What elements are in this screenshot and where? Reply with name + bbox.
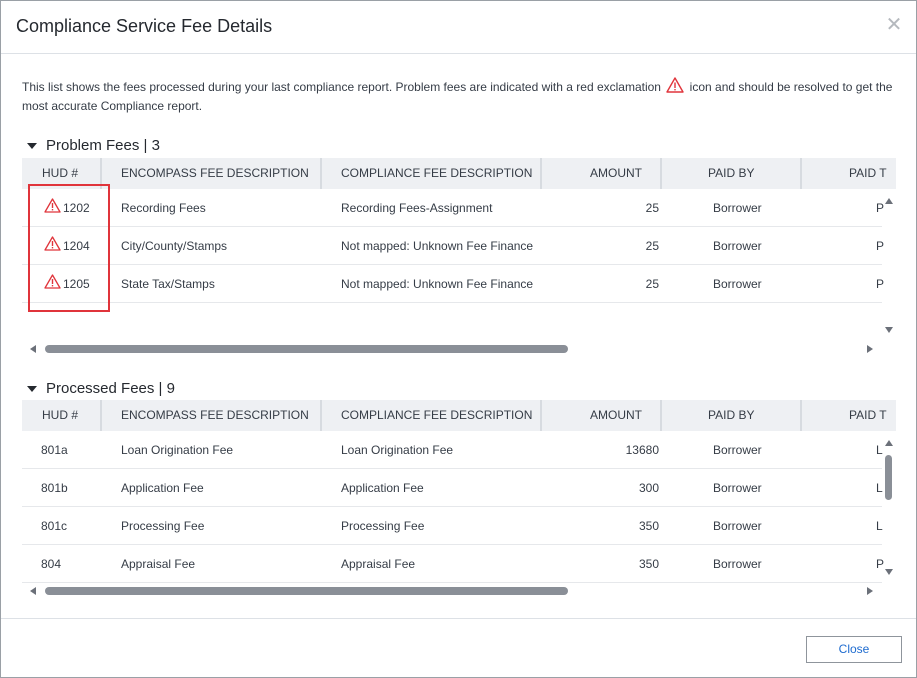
compliance-desc-cell: Not mapped: Unknown Fee Finance <box>341 239 534 253</box>
scroll-down-arrow-icon[interactable] <box>885 569 893 575</box>
compliance-desc-cell: Appraisal Fee <box>341 557 416 571</box>
encompass-desc-cell: Loan Origination Fee <box>121 443 234 457</box>
amount-cell: 25 <box>645 201 659 215</box>
paid-to-cell: P <box>876 239 885 253</box>
col-divider[interactable] <box>660 400 662 431</box>
dialog-description <box>22 77 902 116</box>
table-row[interactable] <box>22 227 885 265</box>
col-divider[interactable] <box>800 158 802 189</box>
close-button[interactable]: Close <box>806 636 902 663</box>
amount-cell: 300 <box>638 481 659 495</box>
problem-fees-grid <box>22 158 896 360</box>
paid-by-cell: Borrower <box>713 277 762 291</box>
problem-hud-highlight-box <box>28 184 110 312</box>
table-row[interactable] <box>22 265 885 303</box>
processed-fees-toggle[interactable] <box>27 380 175 397</box>
col-paid-by[interactable]: PAID BY <box>708 166 755 180</box>
paid-by-cell: Borrower <box>713 443 762 457</box>
vertical-scrollbar[interactable] <box>882 189 896 339</box>
problem-fees-label: Problem Fees | 3 <box>46 137 160 154</box>
paid-by-cell: Borrower <box>713 239 762 253</box>
table-row[interactable] <box>22 507 882 545</box>
table-row[interactable] <box>22 431 882 469</box>
amount-cell: 25 <box>645 239 659 253</box>
col-divider[interactable] <box>660 158 662 189</box>
amount-cell: 13680 <box>625 443 659 457</box>
paid-by-cell: Borrower <box>713 481 762 495</box>
dialog-title: Compliance Service Fee Details <box>16 16 273 36</box>
encompass-desc-cell: Appraisal Fee <box>121 557 196 571</box>
hud-cell: 804 <box>41 557 62 571</box>
horizontal-scrollbar[interactable] <box>22 584 882 598</box>
scroll-left-arrow-icon[interactable] <box>30 345 36 353</box>
col-compliance-desc[interactable]: COMPLIANCE FEE DESCRIPTION <box>341 408 533 422</box>
amount-cell: 350 <box>638 557 659 571</box>
horizontal-scroll-thumb[interactable] <box>45 345 568 353</box>
grid-header <box>22 400 896 431</box>
compliance-desc-cell: Recording Fees-Assignment <box>341 201 493 215</box>
paid-to-cell: P <box>876 201 885 215</box>
col-divider[interactable] <box>540 400 542 431</box>
col-compliance-desc[interactable]: COMPLIANCE FEE DESCRIPTION <box>341 166 533 180</box>
encompass-desc-cell: Recording Fees <box>121 201 206 215</box>
col-paid-to[interactable]: PAID T <box>849 166 887 180</box>
col-encompass-desc[interactable]: ENCOMPASS FEE DESCRIPTION <box>121 166 309 180</box>
col-divider[interactable] <box>320 400 322 431</box>
description-text-end: icon and should be resolved to get the most accurate Compliance report. <box>22 80 893 113</box>
grid-header <box>22 158 896 189</box>
col-divider[interactable] <box>800 400 802 431</box>
horizontal-scroll-thumb[interactable] <box>45 587 568 595</box>
encompass-desc-cell: Processing Fee <box>121 519 205 533</box>
col-encompass-desc[interactable]: ENCOMPASS FEE DESCRIPTION <box>121 408 309 422</box>
amount-cell: 350 <box>638 519 659 533</box>
encompass-desc-cell: City/County/Stamps <box>121 239 228 253</box>
description-text-start: This list shows the fees processed during your last compliance report. Problem fees are indicated with a red exclamation <box>22 80 661 94</box>
paid-to-cell: L <box>876 443 883 457</box>
compliance-desc-cell: Processing Fee <box>341 519 425 533</box>
problem-fees-toggle[interactable] <box>27 137 160 154</box>
compliance-desc-cell: Loan Origination Fee <box>341 443 454 457</box>
paid-to-cell: L <box>876 481 883 495</box>
encompass-desc-cell: State Tax/Stamps <box>121 277 215 291</box>
vertical-scroll-thumb[interactable] <box>885 455 892 500</box>
col-divider[interactable] <box>100 400 102 431</box>
table-row[interactable] <box>22 545 885 583</box>
scroll-right-arrow-icon[interactable] <box>867 587 873 595</box>
footer-divider <box>1 618 916 619</box>
col-hud[interactable]: HUD # <box>42 166 79 180</box>
processed-fees-grid <box>22 400 896 602</box>
amount-cell: 25 <box>645 277 659 291</box>
col-paid-by[interactable]: PAID BY <box>708 408 755 422</box>
table-row[interactable] <box>22 469 882 507</box>
paid-to-cell: L <box>876 519 883 533</box>
close-icon[interactable]: ✕ <box>885 14 903 36</box>
processed-fees-label: Processed Fees | 9 <box>46 380 175 397</box>
compliance-desc-cell: Application Fee <box>341 481 424 495</box>
horizontal-scrollbar[interactable] <box>22 342 882 356</box>
scroll-down-arrow-icon[interactable] <box>885 327 893 333</box>
warning-icon <box>666 77 684 93</box>
paid-by-cell: Borrower <box>713 201 762 215</box>
vertical-scrollbar[interactable] <box>882 431 896 581</box>
caret-down-icon[interactable] <box>27 143 37 149</box>
hud-number: 1202 <box>63 201 90 215</box>
paid-by-cell: Borrower <box>713 557 762 571</box>
table-row[interactable] <box>22 189 885 227</box>
paid-to-cell: P <box>876 557 885 571</box>
hud-cell: 801a <box>41 443 68 457</box>
col-amount[interactable]: AMOUNT <box>590 408 642 422</box>
scroll-right-arrow-icon[interactable] <box>867 345 873 353</box>
hud-cell: 801c <box>41 519 68 533</box>
col-divider[interactable] <box>540 158 542 189</box>
hud-number: 1204 <box>63 239 90 253</box>
scroll-up-arrow-icon[interactable] <box>885 440 893 446</box>
paid-to-cell: P <box>876 277 885 291</box>
encompass-desc-cell: Application Fee <box>121 481 204 495</box>
col-paid-to[interactable]: PAID T <box>849 408 887 422</box>
scroll-left-arrow-icon[interactable] <box>30 587 36 595</box>
col-hud[interactable]: HUD # <box>42 408 79 422</box>
dialog-header <box>1 1 916 54</box>
compliance-desc-cell: Not mapped: Unknown Fee Finance <box>341 277 534 291</box>
col-divider[interactable] <box>320 158 322 189</box>
paid-by-cell: Borrower <box>713 519 762 533</box>
caret-down-icon[interactable] <box>27 386 37 392</box>
col-amount[interactable]: AMOUNT <box>590 166 642 180</box>
scroll-up-arrow-icon[interactable] <box>885 198 893 204</box>
hud-number: 1205 <box>63 277 90 291</box>
hud-cell: 801b <box>41 481 68 495</box>
